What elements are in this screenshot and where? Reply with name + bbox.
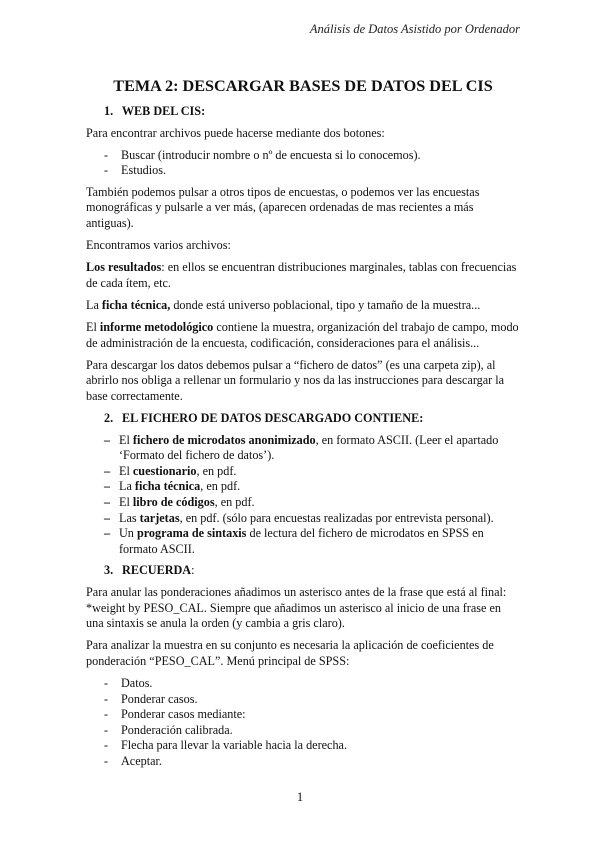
page-title: TEMA 2: DESCARGAR BASES DE DATOS DEL CIS <box>113 77 493 95</box>
colon: : <box>191 563 195 578</box>
section-title: WEB DEL CIS: <box>121 104 206 118</box>
text: El <box>119 432 133 447</box>
text: : en ellos se encuentran distribuciones marginales, tablas con frecuencias de cada ítem, etc. <box>86 260 517 290</box>
list-item <box>86 433 520 464</box>
text: , en formato ASCII. (Leer el apartado ‘Formato del fichero de datos’). <box>119 432 499 463</box>
list-item <box>86 479 520 495</box>
list-item: - Ponderar casos. <box>86 692 520 708</box>
text: donde está universo poblacional, tipo y tamaño de la muestra... <box>170 297 481 312</box>
text: de lectura del fichero de microdatos en SPSS en formato ASCII. <box>119 526 484 556</box>
text: , en pdf. <box>200 479 241 494</box>
paragraph: Encontramos varios archivos: <box>86 238 231 253</box>
bold-term: ficha técnica, <box>101 297 171 312</box>
list-item: - Datos. <box>86 676 520 692</box>
list-item: - Ponderar casos mediante: <box>86 707 520 723</box>
contents-list <box>86 433 520 558</box>
text: Un <box>119 526 137 541</box>
paragraph: Para descargar los datos debemos pulsar a “fichero de datos” (es una carpeta zip), al abrirlo nos obliga a rellenar un formulario y nos da las instrucciones para descargar la base correctamente. <box>86 357 505 403</box>
section-number: 2. <box>104 411 114 425</box>
paragraph: Para encontrar archivos puede hacerse mediante dos botones: <box>86 125 385 140</box>
paragraph-informe <box>86 320 520 351</box>
bold-term: programa de sintaxis <box>136 526 247 541</box>
list-item <box>86 526 520 557</box>
paragraph-resultados <box>86 260 520 291</box>
list-item: - Flecha para llevar la variable hacia la derecha. <box>86 738 520 754</box>
running-header: Análisis de Datos Asistido por Ordenador <box>309 22 520 36</box>
text: , en pdf. (sólo para encuestas realizadas por entrevista personal). <box>179 510 494 525</box>
text: Las <box>119 510 140 525</box>
page-content <box>86 76 520 775</box>
paragraph-ficha <box>86 298 520 314</box>
list-item: - Aceptar. <box>86 754 520 770</box>
bold-term: cuestionario <box>132 463 197 478</box>
section-1-heading <box>86 104 520 120</box>
bold-term: tarjetas <box>139 510 180 525</box>
bold-term: libro de códigos <box>132 494 215 509</box>
section-3-heading <box>86 563 520 579</box>
list-item: - Ponderación calibrada. <box>86 723 520 739</box>
text: contiene la muestra, organización del trabajo de campo, modo de administración de la encuesta, codificación, consideraciones para el análisis... <box>86 320 519 350</box>
text: El <box>119 494 133 509</box>
list-item <box>86 464 520 480</box>
buttons-list <box>86 148 520 179</box>
bold-term: fichero de microdatos anonimizado <box>132 432 316 447</box>
list-item <box>86 511 520 527</box>
spss-steps-list <box>86 676 520 770</box>
list-item: - Buscar (introducir nombre o nº de encuesta si lo conocemos). <box>86 148 520 164</box>
section-number: 3. <box>104 563 114 578</box>
text: El <box>119 463 133 478</box>
text: , en pdf. <box>214 494 255 509</box>
paragraph: Para analizar la muestra en su conjunto es necesaria la aplicación de coeficientes de ponderación “PESO_CAL”. Menú principal de SPSS: <box>86 638 494 668</box>
text: El <box>86 320 100 335</box>
section-number: 1. <box>104 104 114 118</box>
section-title: RECUERDA <box>122 563 192 578</box>
page-number: 1 <box>296 790 304 804</box>
list-item: - Estudios. <box>86 163 520 179</box>
text: , en pdf. <box>196 463 237 478</box>
bold-term: Los resultados <box>86 260 162 275</box>
list-item <box>86 495 520 511</box>
bold-term: informe metodológico <box>99 320 214 335</box>
text: La <box>86 297 102 312</box>
bold-term: ficha técnica <box>134 479 201 494</box>
paragraph: También podemos pulsar a otros tipos de encuestas, o podemos ver las encuestas monográficas y pulsarle a ver más, (aparecen ordenadas de mas recientes a más antiguas). <box>86 184 480 231</box>
section-2-heading <box>86 411 520 427</box>
text: La <box>119 479 135 494</box>
section-title: EL FICHERO DE DATOS DESCARGADO CONTIENE: <box>122 411 424 425</box>
paragraph: Para anular las ponderaciones añadimos un asterisco antes de la frase que está al final: *weight by PESO_CAL. Siempre que añadimos un asterisco al inicio de una frase en una sintaxis se anula la orden (y cambia a gris claro). <box>86 584 507 631</box>
